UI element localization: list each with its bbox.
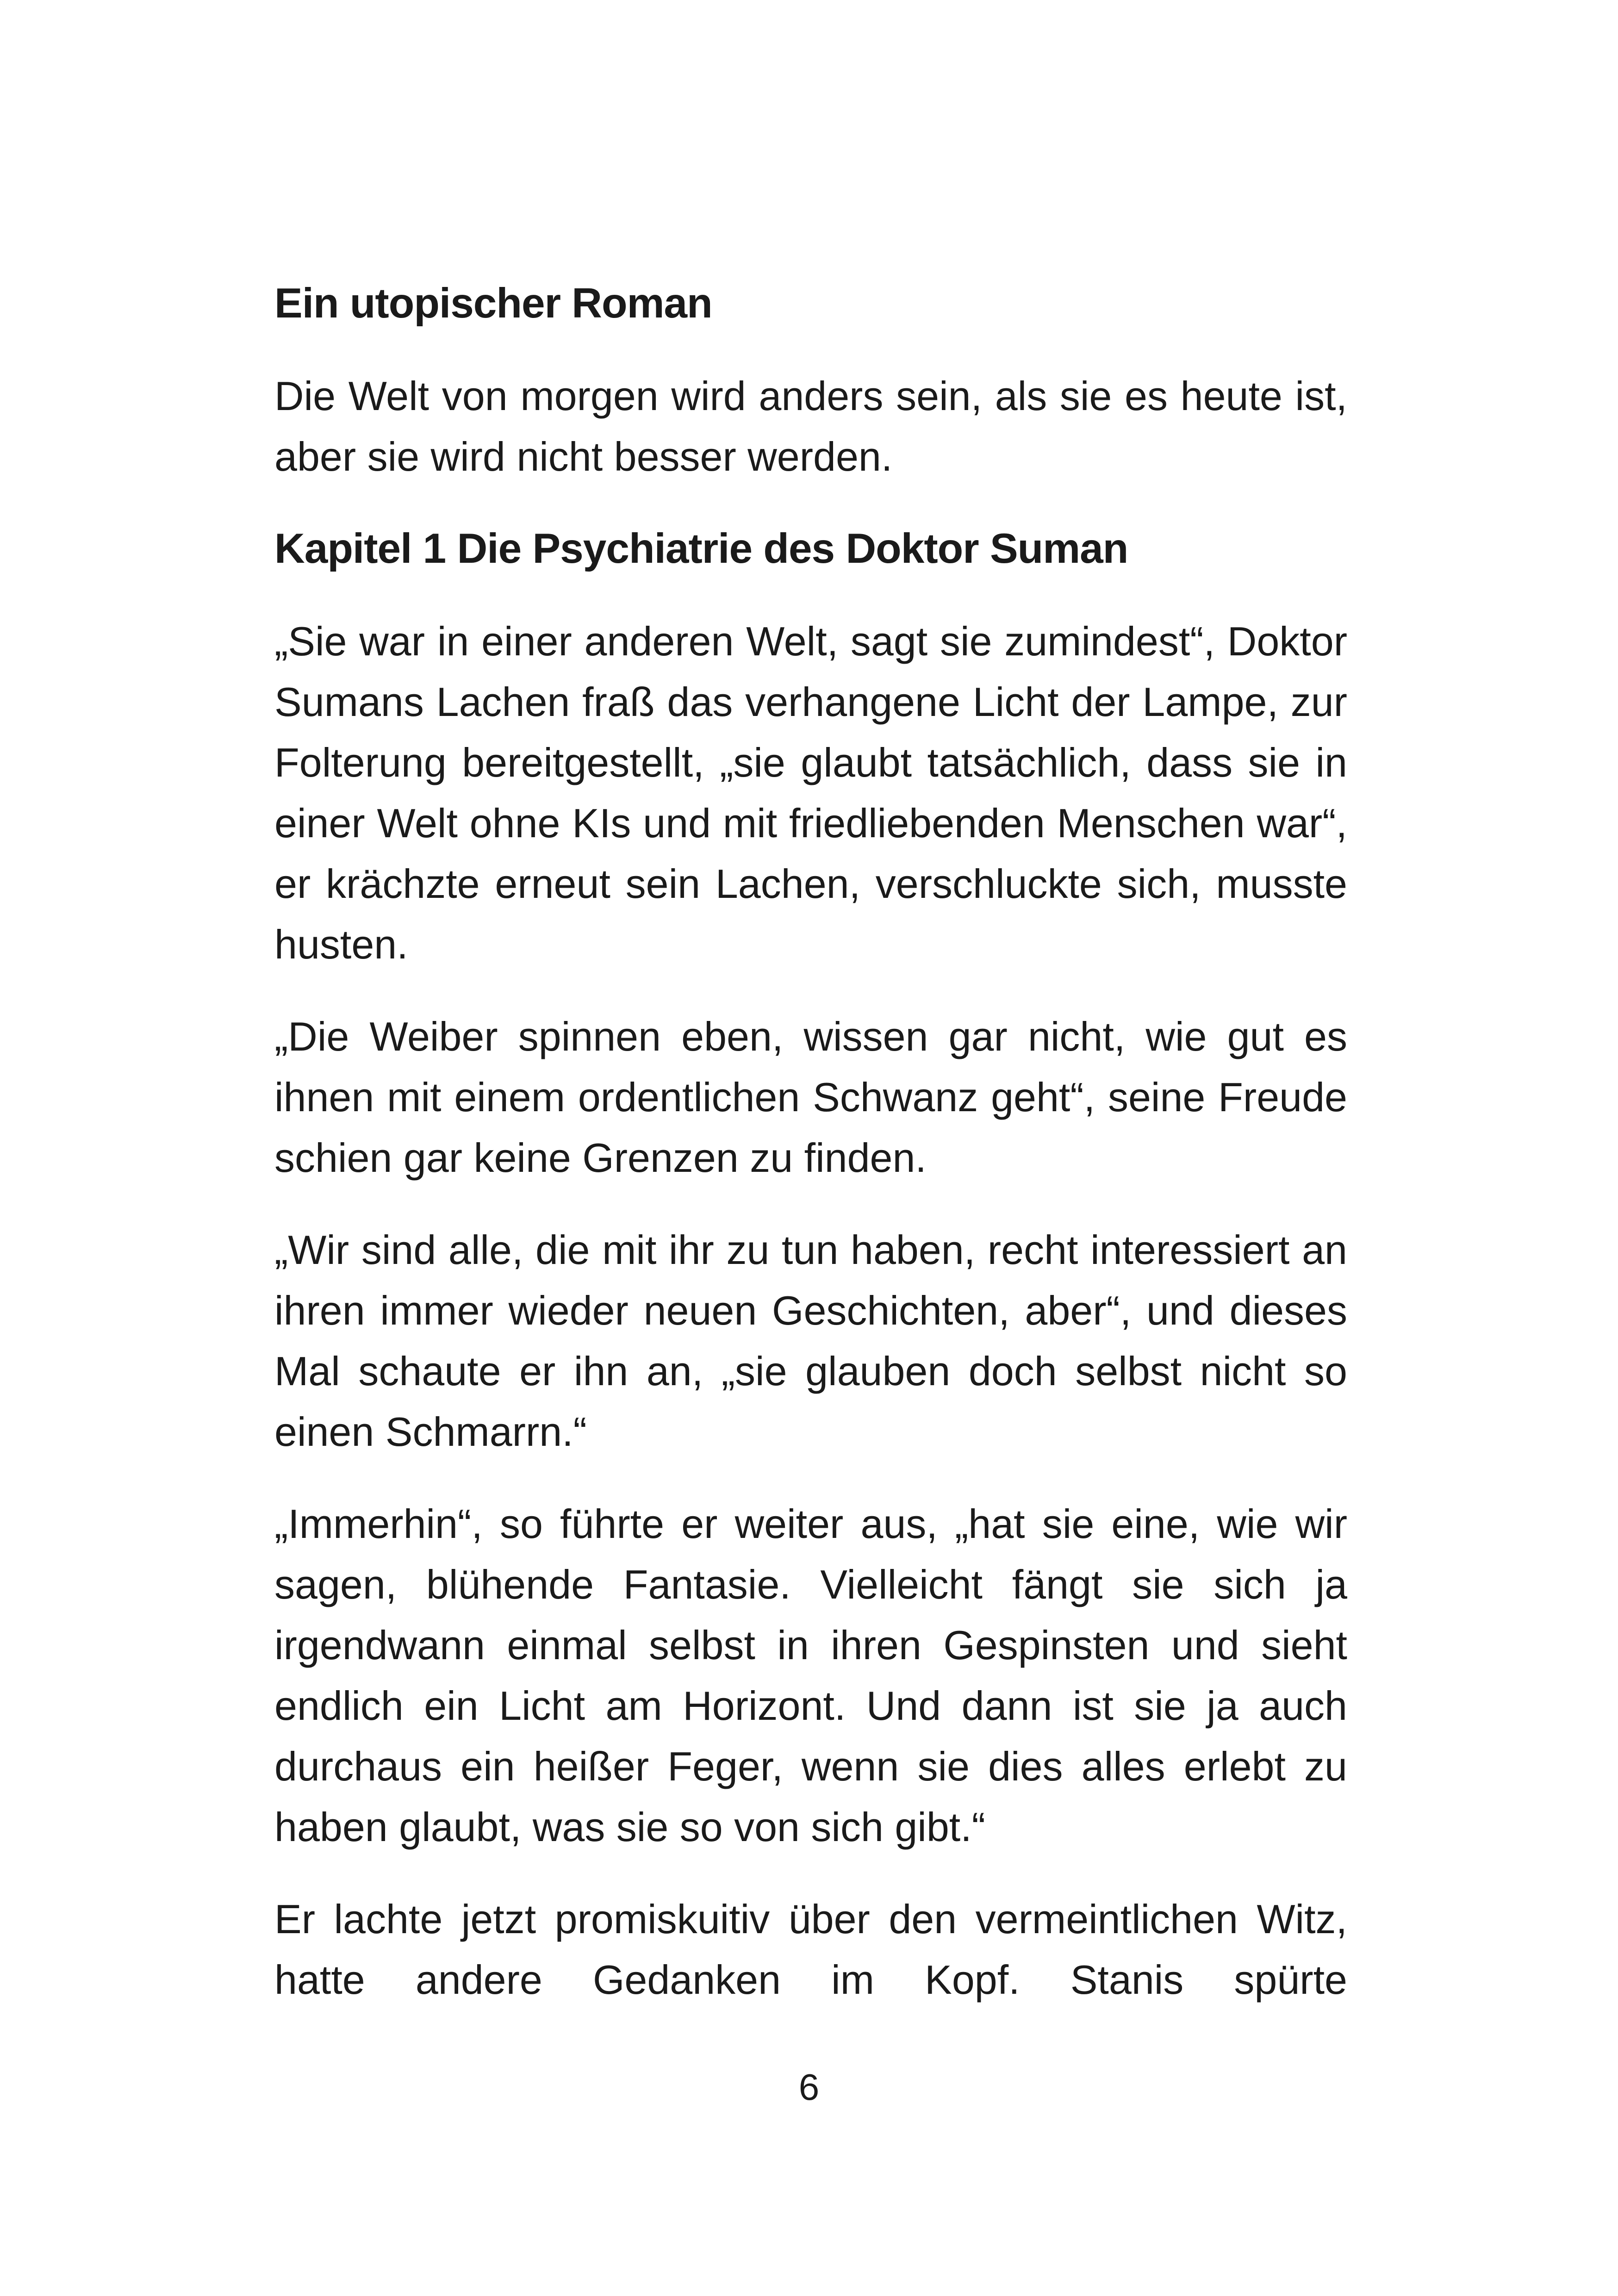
chapter-title: Kapitel 1 Die Psychiatrie des Doktor Suman xyxy=(274,525,1128,572)
book-subtitle: Ein utopischer Roman xyxy=(274,280,712,327)
page-body xyxy=(274,273,1347,2010)
paragraph: „Immerhin“, so führte er weiter aus, „hat sie eine, wie wir sagen, blühende Fantasie. Vielleicht fängt sie sich ja irgendwann einmal selbst in ihren Gespinsten und sieht endlich ein Licht am Horizont. Und dann ist sie ja auch durchaus ein heißer Feger, wenn sie dies alles erlebt zu haben glaubt, was sie so von sich gibt.“ xyxy=(274,1501,1347,1850)
paragraph: „Sie war in einer anderen Welt, sagt sie zumindest“, Doktor Sumans Lachen fraß das verhangene Licht der Lampe, zur Folterung bereitgestellt, „sie glaubt tatsächlich, dass sie in einer Welt ohne KIs und mit friedliebenden Menschen war“, er krächzte erneut sein Lachen, verschluckte sich, musste husten. xyxy=(274,618,1347,967)
paragraph-continued: Er lachte jetzt promiskuitiv über den vermeintlichen Witz, hatte andere Gedanken im Kopf. Stanis spürte xyxy=(274,1896,1347,2003)
page-number: 6 xyxy=(798,2066,820,2108)
epigraph: Die Welt von morgen wird anders sein, als sie es heute ist, aber sie wird nicht besser werden. xyxy=(274,373,1347,479)
paragraph: „Die Weiber spinnen eben, wissen gar nicht, wie gut es ihnen mit einem ordentlichen Schwanz geht“, seine Freude schien gar keine Grenzen zu finden. xyxy=(274,1014,1347,1181)
paragraph: „Wir sind alle, die mit ihr zu tun haben, recht interessiert an ihren immer wieder neuen Geschichten, aber“, und dieses Mal schaute er ihn an, „sie glauben doch selbst nicht so einen Schmarrn.“ xyxy=(274,1227,1347,1455)
